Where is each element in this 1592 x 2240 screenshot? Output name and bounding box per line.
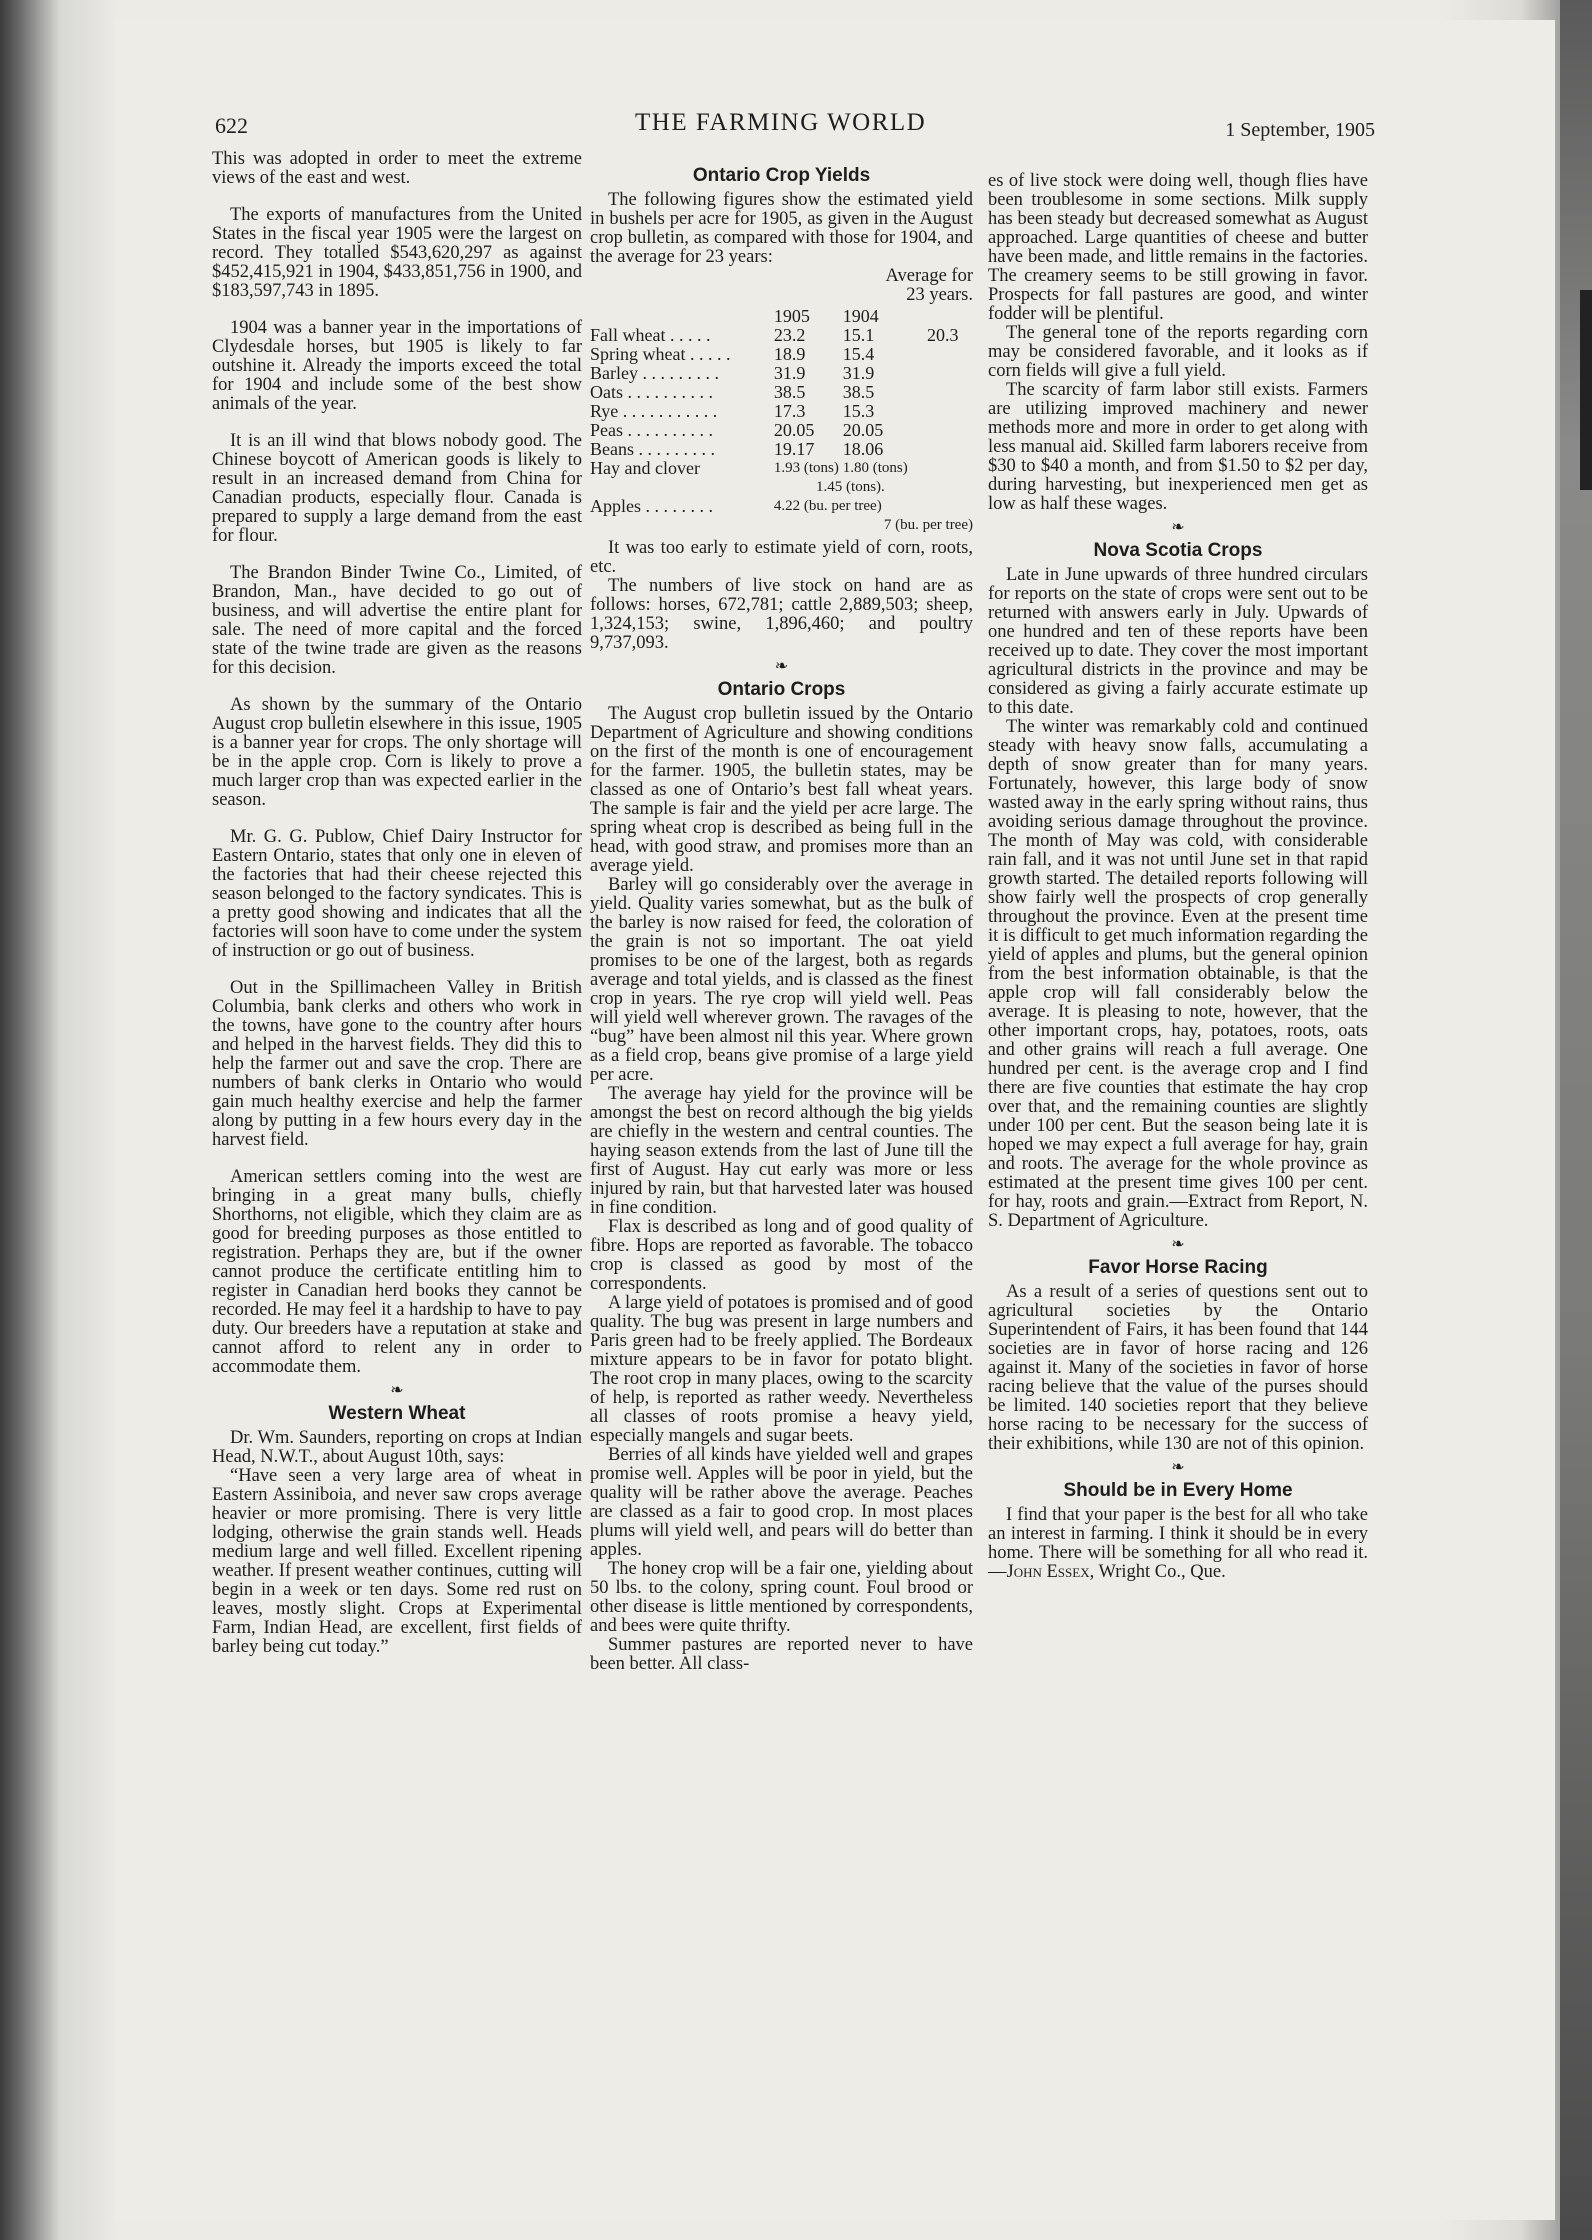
paragraph: Barley will go considerably over the average in yield. Quality varies somewhat, but as the bulk of the barley is now raised for feed, the coloration of the grain is not so important. The oat yield promises to be one of the largest, both as regards average and total yields, and is classed as the finest crop in years. The rye crop will yield well. Peas will yield well wherever grown. The ravages of the “bug” have been almost nil this year. Where grown as a field crop, beans give promise of a large yield per acre. bbox=[590, 875, 973, 1085]
ornament-icon: ❧ bbox=[1171, 1459, 1185, 1476]
yield-1904: 31.9 bbox=[842, 363, 875, 383]
crop-name: Oats . . . . . . . . . . bbox=[590, 382, 713, 402]
average-header bbox=[590, 267, 973, 305]
yield-1904: 15.1 bbox=[842, 325, 875, 345]
table-row bbox=[590, 440, 973, 459]
crop-yields-table bbox=[590, 307, 973, 535]
heading-every-home: Should be in Every Home bbox=[1063, 1480, 1293, 1501]
table-header-row bbox=[590, 307, 973, 326]
yield-1904: 18.06 bbox=[842, 439, 884, 459]
crop-name: Beans . . . . . . . . . bbox=[590, 439, 715, 459]
paragraph: Out in the Spillimacheen Valley in British Columbia, bank clerks and others who work in the towns, have gone to the country after hours and helped in the harvest fields. They did this to help the farmer out and save the crop. There are numbers of bank clerks in Ontario who would gain much healthy exercise and help the farmer along by putting in a few hours every day in the harvest field. bbox=[212, 978, 582, 1150]
column-3 bbox=[988, 172, 1368, 1582]
yield-1905: 23.2 bbox=[773, 325, 806, 345]
apples-1904: 7 (bu. per tree) bbox=[883, 517, 973, 533]
ornament-icon: ❧ bbox=[1171, 1236, 1185, 1253]
average-header-line: 23 years. bbox=[906, 285, 973, 305]
yield-1904: 1.80 (tons) bbox=[842, 460, 908, 476]
heading-ontario-crop-yields: Ontario Crop Yields bbox=[692, 165, 871, 186]
crop-name: Spring wheat . . . . . bbox=[590, 344, 731, 364]
yield-average bbox=[927, 440, 973, 459]
paragraph: This was adopted in order to meet the extreme views of the east and west. bbox=[212, 149, 582, 188]
paragraph: Dr. Wm. Saunders, reporting on crops at Indian Head, N.W.T., about August 10th, says: bbox=[212, 1428, 582, 1467]
table-row bbox=[590, 459, 973, 478]
paragraph: Late in June upwards of three hundred circulars for reports on the state of crops were sent out to be returned with answers early in July. Upwards of one hundred and ten of these reports have been received up to date. They cover the most important agricultural districts in the province and may be considered as giving a fairly accurate estimate up to this date. bbox=[988, 565, 1368, 718]
heading-favor-horse-racing: Favor Horse Racing bbox=[1088, 1257, 1268, 1278]
table-row bbox=[590, 345, 973, 364]
column-2 bbox=[590, 162, 973, 1674]
table-row bbox=[590, 478, 973, 497]
yield-average bbox=[927, 421, 973, 440]
paragraph: The honey crop will be a fair one, yielding about 50 lbs. to the colony, spring count. Foul brood or other disease is little mentioned by correspondents, and bees were quite thrifty. bbox=[590, 1559, 973, 1636]
paragraph: Mr. G. G. Publow, Chief Dairy Instructor for Eastern Ontario, states that only one in eleven of the factories that had their cheese rejected this season belonged to the factory syndicates. This is a pretty good showing and indicates that all the factories will soon have to come under the system of instruction or go out of business. bbox=[212, 827, 582, 961]
letter-signature: John Essex, bbox=[1006, 1562, 1095, 1582]
paragraph: Flax is described as long and of good quality of fibre. Hops are reported as favorable. The tobacco crop is classed as good by most of the correspondents. bbox=[590, 1217, 973, 1294]
paragraph: American settlers coming into the west are bringing in a great many bulls, chiefly Shorthorns, not eligible, which they claim are as good for breeding purposes as those entitled to registration. Perhaps they are, but if the owner cannot produce the certificate entitling him to register in Canadian herd books they cannot be recorded. He may feel it a hardship to have to pay duty. Our breeders have a reputation at stake and cannot afford to relent any in order to accommodate them. bbox=[212, 1167, 582, 1377]
yield-1904: 38.5 bbox=[842, 382, 875, 402]
column-1 bbox=[212, 150, 582, 1657]
page-header bbox=[215, 105, 1375, 145]
yield-1905: 1.93 (tons) bbox=[773, 460, 839, 476]
scan-dark-mark bbox=[1580, 290, 1592, 490]
paragraph: The winter was remarkably cold and continued steady with heavy snow falls, accumulating a depth of snow greater than for many years. Fortunately, however, this large body of snow wasted away in the early spring without rains, thus avoiding serious damage throughout the province. The month of May was cold, with considerable rain fall, and it was not until June set in that rapid growth started. The detailed reports following will show fairly well the prospects of crop generally throughout the province. Even at the present time it is difficult to get much information regarding the yield of apples and plums, but the general opinion from the best information obtainable, is that the apple crop will fall considerably below the average. It is pleasing to note, however, that the other important crops, hay, potatoes, roots, oats and other grains will reach a full average. One hundred per cent. is the average crop and I find there are five counties that estimate the hay crop over that, and the remaining counties are slightly under 100 per cent. But the season being late it is hoped we may expect a full average for hay, grain and roots. The average for the whole province as estimated at the present time gives 100 per cent. for hay, roots and grain.—Extract from Report, N. S. Department of Agriculture. bbox=[988, 717, 1368, 1231]
table-row bbox=[590, 421, 973, 440]
paragraph: Berries of all kinds have yielded well and grapes promise well. Apples will be poor in yield, but the quality will be rather above the average. Peaches are classed as a fair to good crop. In most places plums will yield well, and pears will do better than apples. bbox=[590, 1445, 973, 1560]
paragraph: The average hay yield for the province will be amongst the best on record although the big yields are chiefly in the western and central counties. The haying season extends from the last of June till the first of August. Hay cut early was more or less injured by rain, but that harvested later was housed in fine condition. bbox=[590, 1084, 973, 1218]
column-header-1904: 1904 bbox=[842, 306, 879, 326]
yield-1904: 15.4 bbox=[842, 344, 875, 364]
yield-1905: 18.9 bbox=[773, 344, 806, 364]
paragraph: The numbers of live stock on hand are as follows: horses, 672,781; cattle 2,889,503; sheep, 1,324,153; swine, 1,896,460; and poultry 9,737,093. bbox=[590, 576, 973, 653]
paragraph: It was too early to estimate yield of corn, roots, etc. bbox=[590, 538, 973, 577]
table-row bbox=[590, 326, 973, 345]
ornament-icon: ❧ bbox=[1171, 519, 1185, 536]
yield-1905: 19.17 bbox=[773, 439, 815, 459]
crop-name: Peas . . . . . . . . . . bbox=[590, 420, 713, 440]
crop-name: Apples . . . . . . . . bbox=[590, 496, 713, 516]
heading-nova-scotia-crops: Nova Scotia Crops bbox=[1093, 540, 1263, 561]
ornament-icon: ❧ bbox=[774, 658, 789, 675]
paragraph: As shown by the summary of the Ontario August crop bulletin elsewhere in this issue, 1905 is a banner year for crops. The only shortage will be in the apple crop. Corn is likely to prove a much larger crop than was expected earlier in the season. bbox=[212, 695, 582, 810]
crop-name: Rye . . . . . . . . . . . bbox=[590, 401, 718, 421]
yield-average bbox=[927, 402, 973, 421]
heading-ontario-crops: Ontario Crops bbox=[717, 679, 846, 700]
paragraph: Summer pastures are reported never to have been better. All class- bbox=[590, 1635, 973, 1674]
scan-right-edge bbox=[1560, 0, 1592, 2240]
table-row bbox=[590, 402, 973, 421]
table-row bbox=[590, 364, 973, 383]
yield-1905: 38.5 bbox=[773, 382, 806, 402]
yield-1905: 20.05 bbox=[773, 420, 815, 440]
crop-name: Barley . . . . . . . . . bbox=[590, 363, 719, 383]
average-header-line: Average for bbox=[885, 266, 973, 286]
table-row bbox=[590, 497, 973, 516]
crop-name: Fall wheat . . . . . bbox=[590, 325, 711, 345]
yield-average bbox=[927, 383, 973, 402]
yield-1904: 20.05 bbox=[842, 420, 884, 440]
column-header-1905: 1905 bbox=[773, 306, 810, 326]
heading-western-wheat: Western Wheat bbox=[328, 1403, 466, 1424]
journal-title: THE FARMING WORLD bbox=[635, 109, 927, 136]
letter-place: Wright Co., Que. bbox=[1094, 1562, 1226, 1582]
yield-average bbox=[927, 345, 973, 364]
paragraph: es of live stock were doing well, though flies have been troublesome in some sections. Milk supply has been steady but decreased somewhat as August approached. Large quantities of cheese and butter have been made, and little remains in the factories. The creamery seems to be still growing in favor. Prospects for fall pastures are good, and winter fodder will be plentiful. bbox=[988, 171, 1368, 324]
paragraph: The Brandon Binder Twine Co., Limited, of Brandon, Man., have decided to go out of business, and will advertise the entire plant for sale. The need of more capital and the forced state of the twine trade are given as the reasons for this decision. bbox=[212, 563, 582, 678]
issue-date: 1 September, 1905 bbox=[1225, 119, 1375, 141]
yield-1904: 15.3 bbox=[842, 401, 875, 421]
crop-name: Hay and clover bbox=[590, 458, 700, 478]
paragraph bbox=[988, 1506, 1368, 1582]
hay-average-note: 1.45 (tons). bbox=[816, 479, 885, 495]
paragraph: The following figures show the estimated yield in bushels per acre for 1905, as given in the August crop bulletin, as compared with those for 1904, and the average for 23 years: bbox=[590, 190, 973, 267]
apples-1905: 4.22 (bu. per tree) bbox=[773, 498, 882, 514]
letter-text: I find that your paper is the best for all who take an interest in farming. I think it should be in every home. There will be something for all who read it.— bbox=[988, 1505, 1368, 1582]
paragraph: It is an ill wind that blows nobody good. The Chinese boycott of American goods is likely to result in an increased demand from China for Canadian products, especially flour. Canada is prepared to supply a large demand from the east for flour. bbox=[212, 431, 582, 546]
yield-average bbox=[927, 459, 973, 478]
paragraph: The general tone of the reports regarding corn may be considered favorable, and it looks as if corn fields will give a full yield. bbox=[988, 323, 1368, 381]
paragraph: A large yield of potatoes is promised and of good quality. The bug was present in large numbers and Paris green had to be freely applied. The Bordeaux mixture appears to be in favor for potato blight. The root crop in many places, owing to the scarcity of help, is reported as rather weedy. Nevertheless all classes of roots promise a heavy yield, especially mangels and sugar beets. bbox=[590, 1293, 973, 1446]
yield-average bbox=[927, 364, 973, 383]
paragraph: The August crop bulletin issued by the Ontario Department of Agriculture and showing conditions on the first of the month is one of encouragement for the farmer. 1905, the bulletin states, may be classed as one of Ontario’s best fall wheat years. The sample is fair and the yield per acre large. The spring wheat crop is described as being full in the head, with good straw, and promises more than an average yield. bbox=[590, 704, 973, 876]
paragraph: The scarcity of farm labor still exists. Farmers are utilizing improved machinery and newer methods more and more in order to get along with less manual aid. Skilled farm laborers receive from $30 to $40 a month, and from $1.50 to $2 per day, during harvesting, but inexperienced men get as low as half these wages. bbox=[988, 380, 1368, 514]
yield-1905: 31.9 bbox=[773, 363, 806, 383]
yield-1905: 17.3 bbox=[773, 401, 806, 421]
paragraph: The exports of manufactures from the United States in the fiscal year 1905 were the largest on record. They totalled $543,620,297 as against $452,415,921 in 1904, $433,851,756 in 1900, and $183,597,743 in 1895. bbox=[212, 205, 582, 301]
paragraph: “Have seen a very large area of wheat in Eastern Assiniboia, and never saw crops average heavier or more promising. There is very little lodging, otherwise the grain stands well. Heads medium large and well filled. Excellent ripening weather. If present weather continues, cutting will begin in a week or ten days. Some red rust on leaves, mostly slight. Crops at Experimental Farm, Indian Head, are excellent, first fields of barley being cut today.” bbox=[212, 1466, 582, 1657]
ornament-icon: ❧ bbox=[390, 1382, 404, 1399]
page-number: 622 bbox=[215, 113, 248, 138]
paragraph: 1904 was a banner year in the importations of Clydesdale horses, but 1905 is likely to far outshine it. Already the imports exceed the total for 1904 and include some of the best show animals of the year. bbox=[212, 318, 582, 414]
table-row bbox=[590, 516, 973, 535]
paragraph: As a result of a series of questions sent out to agricultural societies by the Ontario Superintendent of Fairs, it has been found that 144 societies are in favor of horse racing and 126 against it. Many of the societies in favor of horse racing believe that the value of the purses should be limited. 140 societies report that they believe horse racing to be necessary for the success of their exhibitions, while 130 are not of this opinion. bbox=[988, 1282, 1368, 1454]
yield-average: 20.3 bbox=[927, 325, 959, 345]
table-row bbox=[590, 383, 973, 402]
